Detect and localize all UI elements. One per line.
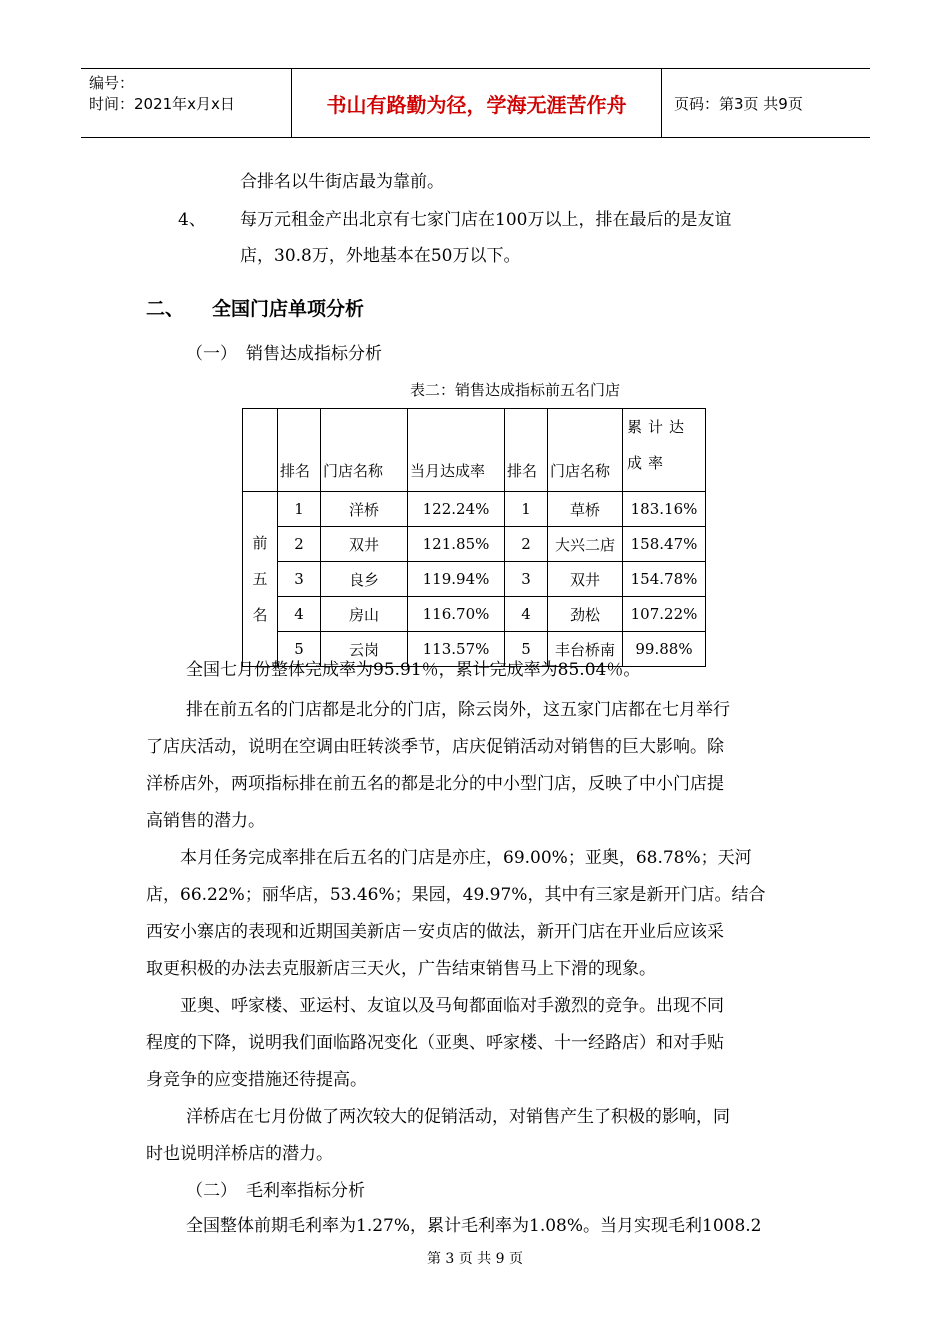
table-cell: 3 bbox=[505, 562, 548, 597]
paragraph-line: 洋桥店在七月份做了两次较大的促销活动，对销售产生了积极的影响，同 bbox=[186, 1107, 730, 1127]
table-header-cell: 排名 bbox=[505, 409, 548, 492]
table-cell: 房山 bbox=[321, 597, 408, 632]
section-title: 全国门店单项分析 bbox=[212, 298, 365, 320]
table-cell: 4 bbox=[278, 597, 321, 632]
table-cell: 云岗 bbox=[321, 632, 408, 667]
table-row bbox=[243, 597, 706, 632]
table-header-cell: 门店名称 bbox=[321, 409, 408, 492]
list-item-number: 4、 bbox=[178, 210, 206, 230]
table-cell: 2 bbox=[278, 527, 321, 562]
table-row bbox=[243, 527, 706, 562]
table-row bbox=[243, 492, 706, 527]
table-caption: 表二：销售达成指标前五名门店 bbox=[410, 381, 621, 399]
table-cell: 116.70% bbox=[408, 597, 505, 632]
table-cell: 双井 bbox=[321, 527, 408, 562]
table-header-cell: 门店名称 bbox=[548, 409, 623, 492]
paragraph-line: 身竞争的应变措施还待提高。 bbox=[146, 1070, 367, 1090]
table-cell: 183.16% bbox=[623, 492, 706, 527]
table-cell: 丰台桥南 bbox=[548, 632, 623, 667]
paragraph-line: 西安小寨店的表现和近期国美新店－安贞店的做法，新开门店在开业后应该采 bbox=[146, 922, 724, 942]
table-cell: 107.22% bbox=[623, 597, 706, 632]
text-line: 店，30.8万，外地基本在50万以下。 bbox=[240, 246, 521, 266]
table-corner-cell bbox=[243, 409, 278, 492]
table-cell: 4 bbox=[505, 597, 548, 632]
table-header-cell: 当月达成率 bbox=[408, 409, 505, 492]
paragraph-line: 洋桥店外，两项指标排在前五名的都是北分的中小型门店，反映了中小门店提 bbox=[146, 774, 724, 794]
header-meta bbox=[81, 69, 292, 137]
table-cell: 双井 bbox=[548, 562, 623, 597]
table-cell: 3 bbox=[278, 562, 321, 597]
subsection-number: （一） bbox=[186, 344, 237, 364]
paragraph-line: 程度的下降，说明我们面临路况变化（亚奥、呼家楼、十一经路店）和对手贴 bbox=[146, 1033, 724, 1053]
paragraph-line: 店，66.22%；丽华店，53.46%；果园，49.97%，其中有三家是新开门店。结合 bbox=[146, 885, 766, 905]
paragraph-line: 排在前五名的门店都是北分的门店，除云岗外，这五家门店都在七月举行 bbox=[186, 700, 730, 720]
subsection-title: 毛利率指标分析 bbox=[246, 1181, 365, 1201]
subsection-number: （二） bbox=[186, 1181, 237, 1201]
table-header-cell: 累计达成率 bbox=[623, 409, 706, 492]
ranking-table bbox=[242, 408, 706, 667]
table-cell: 99.88% bbox=[623, 632, 706, 667]
table-cell: 草桥 bbox=[548, 492, 623, 527]
subsection-title: 销售达成指标分析 bbox=[246, 344, 382, 364]
table-cell: 121.85% bbox=[408, 527, 505, 562]
table-cell: 158.47% bbox=[623, 527, 706, 562]
header-page-info: 页码：第3页 共9页 bbox=[674, 94, 803, 113]
table-header-row bbox=[243, 409, 706, 492]
table-cell: 2 bbox=[505, 527, 548, 562]
paragraph-line: 高销售的潜力。 bbox=[146, 811, 265, 831]
table-cell: 良乡 bbox=[321, 562, 408, 597]
paragraph-line: 取更积极的办法去克服新店三天火，广告结束销售马上下滑的现象。 bbox=[146, 959, 656, 979]
table-cell: 113.57% bbox=[408, 632, 505, 667]
page-header bbox=[81, 68, 870, 138]
row-group-label: 前五名 bbox=[243, 492, 278, 667]
summary-line: 全国七月份整体完成率为95.91％，累计完成率为85.04％。 bbox=[186, 660, 641, 680]
table-header-cell: 排名 bbox=[278, 409, 321, 492]
text-line: 合排名以牛街店最为靠前。 bbox=[240, 172, 444, 192]
header-time: 时间：2021年x月x日 bbox=[89, 95, 235, 113]
table-cell: 1 bbox=[505, 492, 548, 527]
section-number: 二、 bbox=[146, 298, 185, 320]
paragraph-line: 时也说明洋桥店的潜力。 bbox=[146, 1144, 333, 1164]
table-cell: 1 bbox=[278, 492, 321, 527]
table-cell: 洋桥 bbox=[321, 492, 408, 527]
paragraph-line: 亚奥、呼家楼、亚运村、友谊以及马甸都面临对手激烈的竞争。出现不同 bbox=[180, 996, 724, 1016]
table-cell: 154.78% bbox=[623, 562, 706, 597]
table-cell: 119.94% bbox=[408, 562, 505, 597]
header-number: 编号： bbox=[89, 74, 135, 92]
paragraph-line: 全国整体前期毛利率为1.27%，累计毛利率为1.08%。当月实现毛利1008.2 bbox=[186, 1216, 762, 1236]
table-cell: 大兴二店 bbox=[548, 527, 623, 562]
table-row bbox=[243, 562, 706, 597]
text-line: 每万元租金产出北京有七家门店在100万以上，排在最后的是友谊 bbox=[240, 210, 732, 230]
table-cell: 122.24% bbox=[408, 492, 505, 527]
paragraph-line: 本月任务完成率排在后五名的门店是亦庄，69.00%；亚奥，68.78%；天河 bbox=[180, 848, 752, 868]
header-motto: 书山有路勤为径，学海无涯苦作舟 bbox=[292, 69, 662, 137]
page-footer: 第 3 页 共 9 页 bbox=[426, 1251, 524, 1267]
table-cell: 5 bbox=[505, 632, 548, 667]
paragraph-line: 了店庆活动，说明在空调由旺转淡季节，店庆促销活动对销售的巨大影响。除 bbox=[146, 737, 724, 757]
table-cell: 5 bbox=[278, 632, 321, 667]
table-cell: 劲松 bbox=[548, 597, 623, 632]
